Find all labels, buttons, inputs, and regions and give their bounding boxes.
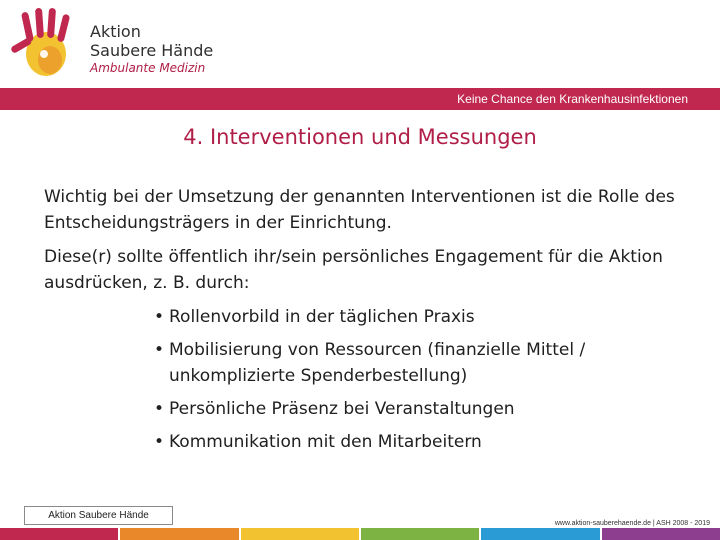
bullet-text: Mobilisierung von Ressourcen (finanzielle Mittel / unkomplizierte Spenderbestellung) [169,340,586,386]
bullet-item [154,396,704,422]
footer-bar-segment [361,528,479,540]
footer-bar-segment [602,528,720,540]
bullet-item [154,304,704,330]
brand-line-2: Saubere Hände [90,41,214,60]
brand-subtitle: Ambulante Medizin [90,61,206,75]
bullet-dot: • [154,432,165,452]
paragraph-1: Wichtig bei der Umsetzung der genannten Interventionen ist die Rolle des Entscheidungsträgers in der Einrichtung. [44,187,675,233]
bullet-dot: • [154,307,165,327]
footer-bar-segment [120,528,238,540]
paragraph-2: Diese(r) sollte öffentlich ihr/sein persönliches Engagement für die Aktion ausdrücken, z. B. durch: [44,247,663,293]
footer-color-bar [0,528,720,540]
slide-title: 4. Interventionen und Messungen [183,125,537,149]
bullet-text: Kommunikation mit den Mitarbeitern [169,432,482,452]
footer-bar-segment [241,528,359,540]
bullet-item [154,429,704,455]
footer-bar-segment [481,528,599,540]
bullet-list [44,304,704,455]
slide-body [44,184,704,462]
brand-line-1: Aktion [90,22,141,41]
header-band [0,88,720,110]
footer-bar-segment [0,528,118,540]
bullet-dot: • [154,399,165,419]
handprint-logo-icon [6,4,86,82]
bullet-item [154,337,704,389]
footer-website: www.aktion-sauberehaende.de | ASH 2008 - 2019 [554,520,710,527]
bullet-dot: • [154,340,165,360]
bullet-text: Rollenvorbild in der täglichen Praxis [169,307,475,327]
header-tagline: Keine Chance den Krankenhausinfektionen [457,92,688,106]
brand-wordmark [90,24,213,74]
bullet-text: Persönliche Präsenz bei Veranstaltungen [169,399,515,419]
footer-label: Aktion Saubere Hände [24,506,173,525]
